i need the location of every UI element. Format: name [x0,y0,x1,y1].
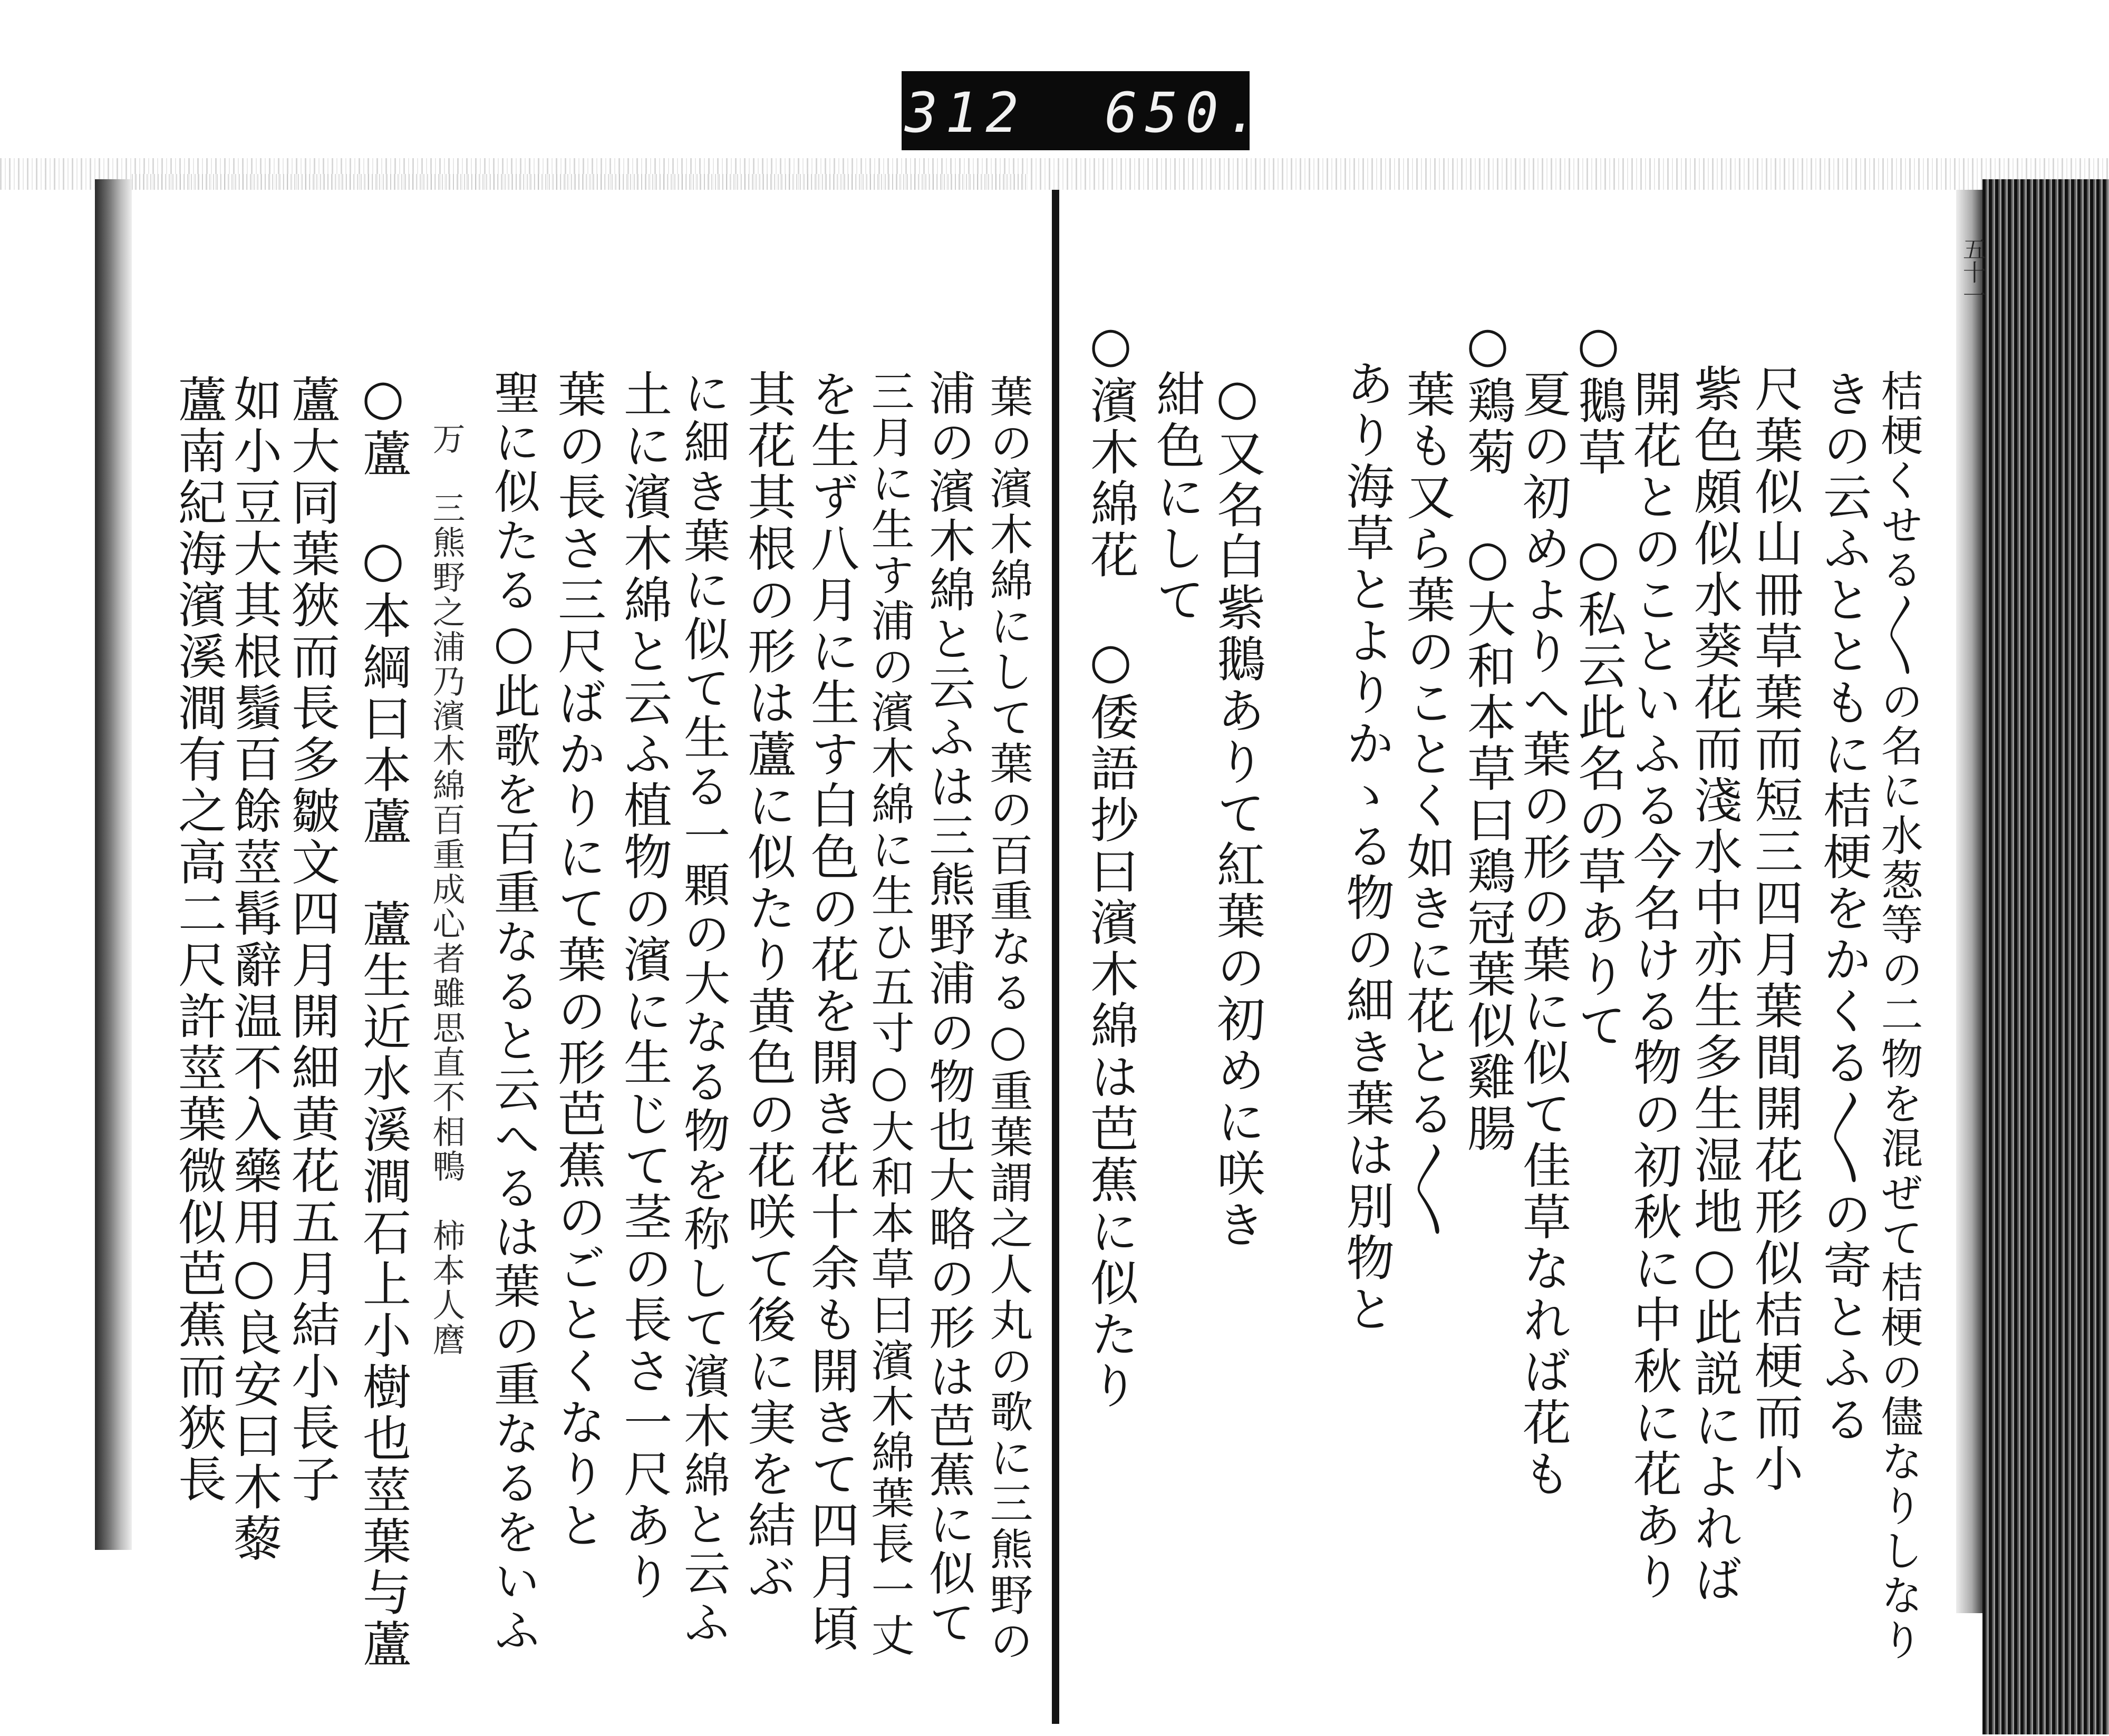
right-page-edges [1982,179,2109,1734]
call-number-right: 650. [1105,81,1266,145]
text-column: ○又名白紫鵝ありて紅葉の初めに咲き [1209,369,1265,1251]
text-column: 葉の長さ三尺ばかりにて葉の形芭蕉のごとくなりと [550,369,606,1551]
text-column: 土に濱木綿と云ふ植物の濱に生じて茎の長さ一尺あり [616,369,672,1603]
text-column: あり海草とよりかゝる物の細き葉は別物と [1338,358,1395,1335]
text-column: 尺葉似山冊草葉而短三四月葉間開花形似桔梗而小 [1747,364,1803,1495]
text-column: を生ず八月に生す白色の花を開き花十余も開きて四月頃 [803,369,859,1654]
text-column: 蘆南紀海濱溪澗有之高二尺許莖葉微似芭蕉而狹長 [170,374,227,1506]
text-column: 葉の濱木綿にして葉の百重なる○重葉謂之人丸の歌に三熊野の [983,374,1033,1664]
text-column: 三月に生す浦の濱木綿に生ひ五寸○大和本草曰濱木綿葉長一丈 [864,369,914,1659]
folio-number: 五十一 [1959,237,1986,307]
right-page-curl [1956,190,1982,1613]
left-page-edge [95,179,132,1550]
text-column: 浦の濱木綿と云ふは三熊野浦の物也大略の形は芭蕉に似て [922,369,976,1648]
text-column: 夏の初めよりへ葉の形の葉に似て佳草なれば花も [1515,369,1571,1500]
text-column: 聖に似たる○此歌を百重なると云へるは葉の重なるをいふ [487,369,541,1656]
text-column: 如小豆大其根鬚百餘莖髯辭温不入藥用○良安曰木藜 [226,374,282,1565]
book-gutter [1052,190,1059,1724]
text-column: に細き葉に似て生る一顆の大なる物を称して濱木綿と云ふ [676,369,731,1648]
text-column: 葉も又ら葉のことく如きに花とる〳〵 [1399,369,1455,1240]
text-column: 其花其根の形は蘆に似たり黄色の花咲て後に実を結ぶ [740,369,796,1603]
text-column: ○蘆 ○本綱曰本蘆 蘆生近水溪澗石上小樹也莖葉与蘆 [355,369,411,1670]
call-number-left: 312 [905,81,1026,145]
text-column: 紺色にして [1148,369,1205,626]
call-number-label [902,71,1266,150]
text-column: ○鵝草 ○私云此名の草ありて [1570,316,1627,1052]
text-column: 桔梗くせる〳〵の名に水葱等の二物を混ぜて桔梗の儘なりしなり [1874,369,1923,1663]
text-column: 蘆大同葉狹而長多皺文四月開細黄花五月結小長子 [284,374,340,1506]
text-column: ○鶏菊 ○大和本草曰鶏冠葉似雞腸 [1459,316,1516,1155]
poem-column: 万 三熊野之浦乃濱木綿百重成心者雖思直不相鴨 柿本人麿 [427,422,466,1357]
text-column: ○濱木綿花 ○倭語抄曰濱木綿は芭蕉に似たり [1082,316,1139,1412]
text-column: 紫色頗似水葵花而淺水中亦生多生湿地○此説によれば [1686,364,1743,1606]
text-column: きの云ふとともに桔梗をかくる〳〵の寄とふる [1815,369,1872,1446]
text-column: 開花とのこといふる今名ける物の初秋に中秋に花あり [1626,369,1682,1603]
